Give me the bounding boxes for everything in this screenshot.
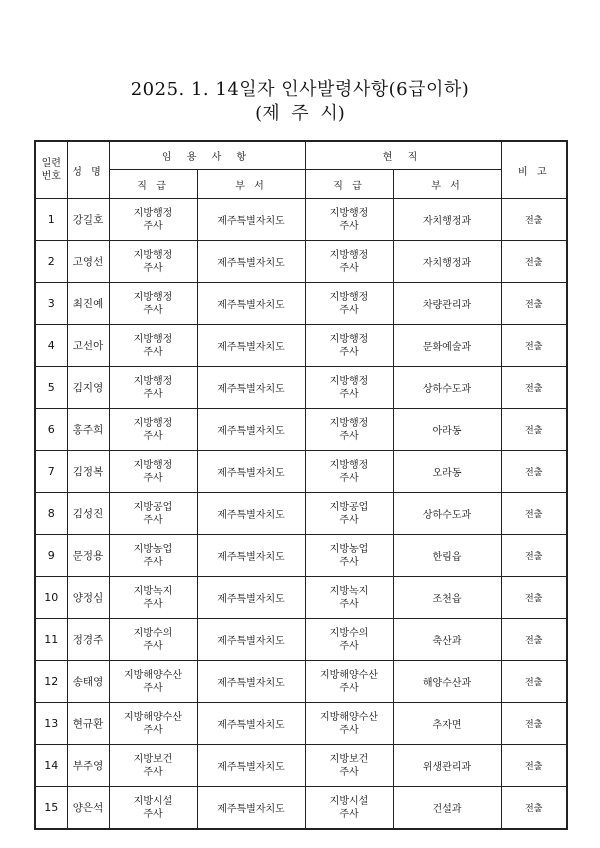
person-name: 고선아	[67, 325, 109, 367]
person-name: 강길호	[67, 199, 109, 241]
current-dept: 오라동	[393, 451, 501, 493]
new-grade: 지방녹지 주사	[109, 577, 197, 619]
new-grade: 지방수의 주사	[109, 619, 197, 661]
new-dept: 제주특별자치도	[197, 367, 305, 409]
new-grade: 지방해양수산 주사	[109, 661, 197, 703]
new-grade: 지방농업 주사	[109, 535, 197, 577]
new-grade: 지방공업 주사	[109, 493, 197, 535]
serial-no: 3	[35, 283, 67, 325]
new-dept: 제주특별자치도	[197, 241, 305, 283]
current-grade: 지방행정 주사	[305, 241, 393, 283]
note: 전출	[501, 745, 567, 787]
person-name: 최진예	[67, 283, 109, 325]
current-grade: 지방행정 주사	[305, 283, 393, 325]
personnel-table	[34, 140, 568, 830]
note: 전출	[501, 409, 567, 451]
person-name: 김정복	[67, 451, 109, 493]
table-row	[35, 703, 567, 745]
new-grade: 지방행정 주사	[109, 451, 197, 493]
person-name: 양은석	[67, 787, 109, 830]
new-dept: 제주특별자치도	[197, 325, 305, 367]
current-grade: 지방해양수산 주사	[305, 661, 393, 703]
note: 전출	[501, 619, 567, 661]
new-grade: 지방행정 주사	[109, 409, 197, 451]
note: 전출	[501, 661, 567, 703]
new-grade: 지방행정 주사	[109, 199, 197, 241]
note: 전출	[501, 577, 567, 619]
note: 전출	[501, 787, 567, 830]
person-name: 양정심	[67, 577, 109, 619]
new-dept: 제주특별자치도	[197, 409, 305, 451]
new-grade: 지방시설 주사	[109, 787, 197, 830]
table-row	[35, 325, 567, 367]
current-dept: 문화예술과	[393, 325, 501, 367]
new-grade: 지방행정 주사	[109, 325, 197, 367]
new-grade: 지방보건 주사	[109, 745, 197, 787]
table-row	[35, 451, 567, 493]
new-dept: 제주특별자치도	[197, 745, 305, 787]
current-grade: 지방녹지 주사	[305, 577, 393, 619]
person-name: 송태영	[67, 661, 109, 703]
header-new-grade: 직 급	[109, 170, 197, 199]
current-grade: 지방행정 주사	[305, 199, 393, 241]
serial-no: 6	[35, 409, 67, 451]
person-name: 김지영	[67, 367, 109, 409]
table-row	[35, 241, 567, 283]
serial-no: 14	[35, 745, 67, 787]
current-dept: 상하수도과	[393, 493, 501, 535]
table-row	[35, 199, 567, 241]
note: 전출	[501, 451, 567, 493]
new-dept: 제주특별자치도	[197, 283, 305, 325]
serial-no: 4	[35, 325, 67, 367]
current-dept: 조천읍	[393, 577, 501, 619]
new-dept: 제주특별자치도	[197, 493, 305, 535]
person-name: 홍주희	[67, 409, 109, 451]
serial-no: 12	[35, 661, 67, 703]
table-row	[35, 367, 567, 409]
document-title: 2025. 1. 14일자 인사발령사항(6급이하)	[130, 79, 470, 100]
current-dept: 상하수도과	[393, 367, 501, 409]
person-name: 현규환	[67, 703, 109, 745]
serial-no: 9	[35, 535, 67, 577]
header-cur-grade: 직 급	[305, 170, 393, 199]
current-dept: 자치행정과	[393, 199, 501, 241]
current-dept: 축산과	[393, 619, 501, 661]
header-serial-no	[35, 141, 67, 199]
note: 전출	[501, 703, 567, 745]
table-row	[35, 619, 567, 661]
serial-no: 8	[35, 493, 67, 535]
table-row	[35, 409, 567, 451]
note: 전출	[501, 325, 567, 367]
current-dept: 해양수산과	[393, 661, 501, 703]
current-grade: 지방공업 주사	[305, 493, 393, 535]
current-dept: 건설과	[393, 787, 501, 830]
serial-no: 1	[35, 199, 67, 241]
serial-no: 15	[35, 787, 67, 830]
table-row	[35, 535, 567, 577]
table-row	[35, 493, 567, 535]
current-dept: 추자면	[393, 703, 501, 745]
current-grade: 지방행정 주사	[305, 451, 393, 493]
new-dept: 제주특별자치도	[197, 703, 305, 745]
header-name: 성 명	[67, 141, 109, 199]
current-grade: 지방보건 주사	[305, 745, 393, 787]
table-row	[35, 661, 567, 703]
current-dept: 아라동	[393, 409, 501, 451]
note: 전출	[501, 241, 567, 283]
table-row	[35, 283, 567, 325]
new-grade: 지방행정 주사	[109, 283, 197, 325]
current-grade: 지방행정 주사	[305, 409, 393, 451]
note: 전출	[501, 493, 567, 535]
current-grade: 지방시설 주사	[305, 787, 393, 830]
new-grade: 지방행정 주사	[109, 241, 197, 283]
note: 전출	[501, 367, 567, 409]
person-name: 김성진	[67, 493, 109, 535]
new-dept: 제주특별자치도	[197, 661, 305, 703]
current-grade: 지방행정 주사	[305, 325, 393, 367]
serial-no: 5	[35, 367, 67, 409]
person-name: 고영선	[67, 241, 109, 283]
new-dept: 제주특별자치도	[197, 619, 305, 661]
current-grade: 지방수의 주사	[305, 619, 393, 661]
current-dept: 자치행정과	[393, 241, 501, 283]
note: 전출	[501, 199, 567, 241]
new-dept: 제주특별자치도	[197, 535, 305, 577]
serial-no: 2	[35, 241, 67, 283]
header-appointment: 임 용 사 항	[109, 141, 305, 170]
header-cur-dept: 부 서	[393, 170, 501, 199]
header-current-position: 현 직	[305, 141, 501, 170]
header-new-dept: 부 서	[197, 170, 305, 199]
serial-no: 7	[35, 451, 67, 493]
current-grade: 지방농업 주사	[305, 535, 393, 577]
person-name: 문정용	[67, 535, 109, 577]
table-row	[35, 745, 567, 787]
serial-no: 10	[35, 577, 67, 619]
note: 전출	[501, 283, 567, 325]
new-dept: 제주특별자치도	[197, 199, 305, 241]
new-dept: 제주특별자치도	[197, 577, 305, 619]
new-dept: 제주특별자치도	[197, 787, 305, 830]
current-dept: 한림읍	[393, 535, 501, 577]
serial-no: 13	[35, 703, 67, 745]
current-grade: 지방행정 주사	[305, 367, 393, 409]
current-grade: 지방해양수산 주사	[305, 703, 393, 745]
header-note: 비 고	[501, 141, 567, 199]
current-dept: 차량관리과	[393, 283, 501, 325]
person-name: 정경주	[67, 619, 109, 661]
table-row	[35, 787, 567, 830]
new-grade: 지방해양수산 주사	[109, 703, 197, 745]
new-grade: 지방행정 주사	[109, 367, 197, 409]
serial-no-label: 일련 번호	[41, 158, 61, 182]
document-subtitle: (제 주 시)	[255, 103, 345, 124]
table-row	[35, 577, 567, 619]
table-body	[35, 199, 567, 830]
serial-no: 11	[35, 619, 67, 661]
note: 전출	[501, 535, 567, 577]
person-name: 부주영	[67, 745, 109, 787]
current-dept: 위생관리과	[393, 745, 501, 787]
new-dept: 제주특별자치도	[197, 451, 305, 493]
